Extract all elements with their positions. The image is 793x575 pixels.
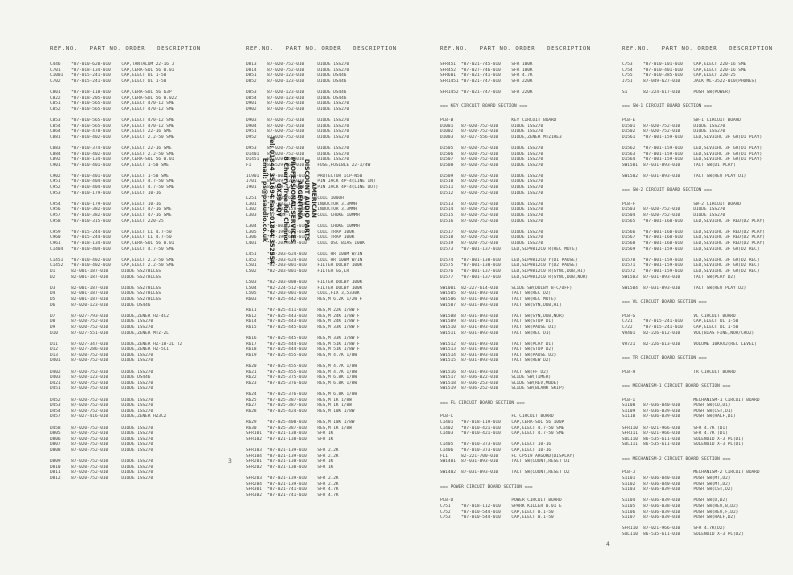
part-row: D454 87-020-752-010 DIODE 1SS270: [50, 408, 154, 414]
part-row: PCB-C FL CIRCUIT BOARD: [440, 414, 554, 420]
part-row: C1452 *87-010-402-010 CAP,ELECT 2.2-50 SME: [50, 263, 175, 269]
part-row: C1404 *87-010-404-010 CAP,ELECT 4.7-50 SME: [50, 246, 175, 252]
part-row: C959 *87-015-244-010 CAP,ELECT LL 4.7-50: [50, 229, 172, 235]
part-row: C952 *87-010-404-010 CAP,ELECT 4.7-50 SME: [50, 185, 175, 191]
part-row: D810 87-020-752-010 DIODE 1SS270: [50, 464, 154, 470]
part-row: C954 *87-010-179-010 CAP,ELECT 10-16: [50, 201, 162, 207]
part-row: PCB-F SW-2 CIRCUIT BOARD: [622, 201, 741, 207]
part-row: D9 87-020-752-010 DIODE 1SS270: [50, 324, 154, 330]
parts-column-4: [622, 62, 787, 537]
part-row: D1571 *87-001-159-010 LED,SLV31HC 3F GR(D2 REC): [622, 263, 760, 269]
part-row: D1502 87-020-752-010 DIODE 1SS270: [622, 129, 726, 135]
part-row: D1565 *87-001-160-010 LED,SLV31HC 3F RED(D2 PLAY): [622, 218, 765, 224]
column-header-1: REF.NO. PART NO. ORDER DESCRIPTION: [50, 46, 201, 52]
part-row: D1517 87-020-752-010 DIODE 1SS270: [440, 229, 544, 235]
part-row: D1575 *87-001-138-010 LED,SLP9812C0 Y(D2 PAUSE): [440, 263, 578, 269]
part-row: R615 *87-025-445-010 RES,M 33K 1/8W F: [246, 324, 360, 330]
part-row: SOL111 86-535-611-010 SOLENOID X-3 PL(D1): [622, 442, 744, 448]
part-row: L502 *82-203-001-010 FILTER GG,LR: [246, 268, 350, 274]
column-header-4: REF.NO. PART NO. ORDER DESCRIPTION: [622, 46, 773, 52]
part-row: S1102 87-036-040-010 PUSH SW(MT,D2): [622, 481, 731, 487]
part-row: SFR103 *87-021-139-010 SFR 2.2K: [246, 447, 339, 453]
part-row: S1108 87-036-040-010 PUSH SW(CD,D1): [622, 403, 731, 409]
section-heading: === FL CIRCUIT BOARD SECTION ===: [440, 400, 525, 406]
part-row: D1563 *87-001-159-010 LED,SLV31HC 3F GR(D1 PLAY): [622, 151, 763, 157]
part-row: R603 *87-025-442-010 RES,M 6.2K 1/2W F: [246, 296, 363, 302]
part-row: PCB-D POWER CIRCUIT BOARD: [440, 498, 562, 504]
part-row: D1569 *87-001-159-010 LED,SLV31HC 3F GR(D2 REC): [622, 246, 760, 252]
part-row: D1506 87-020-752-010 DIODE 1SS270: [440, 151, 544, 157]
part-row: J751 87-049-627-010 JACK ML-3522-010(PHONES): [622, 78, 757, 84]
part-row: S1105 87-036-038-010 PUSH SW(REV,B,D2): [622, 503, 739, 509]
part-row: VR721 82-226-613-010 VOLUME 10KAX2(REC LEVEL): [622, 341, 757, 347]
part-row: D1451 87-020-752-010 DIODE 1SS270: [246, 157, 350, 163]
part-row: SFR202 *87-021-138-010 SFR 1K: [246, 464, 334, 470]
part-row: SW1510 87-031-893-010 TACT SW(PAUSE D1): [440, 324, 557, 330]
part-row: C1405 *87-010-373-010 CAP,ELECT 10-16: [440, 442, 552, 448]
part-row: SW1504 87-031-893-010 TACT SW(REV PLAY D2): [622, 285, 747, 291]
part-row: SFR601 *87-021-741-010 SFR 4.7K: [440, 73, 533, 79]
part-row: D1511 87-020-752-010 DIODE 1SS270: [440, 185, 544, 191]
part-row: R622 *87-025-375-010 RES,M 6.8K 1/8W: [246, 375, 358, 381]
stamp-line: DISCOUNT AUDIO PARTS: [303, 158, 310, 242]
part-row: R617 *87-025-444-010 RES,M 51K 1/8W F: [246, 341, 360, 347]
part-row: SW1507 87-031-893-010 TACT SW(SYN,DUB,HI): [440, 302, 562, 308]
part-row: C883 *87-010-374-010 CAP,ELECT 22-16 SME: [50, 145, 172, 151]
page-number-left: 3: [228, 458, 232, 465]
stamp-line: Tel: 01844 351694 Fax: 01844 352554: [268, 135, 275, 265]
part-row: D1561 *87-001-159-010 LED,SLV31HC 3F GR(D1 PLAY): [622, 134, 763, 140]
part-row: S1101 87-036-040-010 PUSH SW(MT,D2): [622, 475, 731, 481]
part-row: SW1502 87-031-893-010 TACT SW(REV PLAY D1): [622, 173, 747, 179]
part-row: VR401 82-226-612-010 VOL(BIAS FINE,NOR/CRO2): [622, 330, 755, 336]
part-row: D4 82-001-187-010 DIODE SS278LLGS: [50, 291, 162, 297]
part-row: D6 87-020-123-010 DIODE DS446: [50, 302, 151, 308]
part-row: D1512 87-020-752-010 DIODE 1SS270: [440, 190, 544, 196]
part-row: R628 *87-025-424-010 RES,M 10K 1/8W: [246, 408, 355, 414]
part-row: D953 87-020-752-010 DIODE 1SS270: [246, 145, 350, 151]
part-row: SW1511 87-031-893-010 TACT SW(REC D1): [440, 330, 552, 336]
part-row: R616 *87-025-445-010 RES,M 33K 1/8W F: [246, 336, 360, 342]
part-row: D451 87-020-752-010 DIODE 1SS270: [50, 386, 154, 392]
section-heading: === MECHANISM-2 CIRCUIT BOARD SECTION ===: [622, 456, 731, 462]
part-row: L303 *87-003-131-010 COIL CHOKE 10MMH: [246, 213, 360, 219]
part-row: C722 *87-015-241-010 CAP,ELECT UL 1-50: [622, 324, 739, 330]
part-row: D1576 *87-001-137-010 LED,SLP9812C0 R(SYNC,DUB,HI): [440, 268, 586, 274]
part-row: SW1512 87-031-893-010 TACT SW(PLAY D1): [440, 341, 554, 347]
part-row: D11 87-027-347-010 DIODE,ZENER HZ-18-2L T2: [50, 341, 183, 347]
part-row: D1501 87-020-752-010 DIODE 1SS270: [622, 123, 726, 129]
part-row: D1518 87-020-752-010 DIODE 1SS270: [440, 235, 544, 241]
part-row: SW1001 82-227-614-010 SLIDE SW(DOLBY B-C/OFF): [440, 285, 573, 291]
part-row: D814 87-020-752-010 DIODE 1SS270: [246, 67, 350, 73]
part-row: SW1501 87-031-893-010 TACT SW(D1 PLAY): [622, 162, 736, 168]
part-row: D403 87-020-123-010 DIODE DS446: [50, 375, 151, 381]
part-row: D807 87-020-752-010 DIODE 1SS270: [50, 442, 154, 448]
part-row: D1508 87-020-752-010 DIODE 1SS270: [440, 162, 544, 168]
part-row: C851 *87-010-565-010 CAP,ELECT 470-12 SME: [50, 101, 175, 107]
part-row: D903 87-020-752-010 DIODE 1SS270: [246, 117, 350, 123]
part-row: SFR101 *87-021-138-010 SFR 1K: [246, 431, 334, 437]
part-row: J901 87-049-420-010 PIN JACK 4P-4(LINE OUT): [246, 185, 379, 191]
part-row: C953 *87-010-179-010 CAP,ELECT 10-16: [50, 190, 162, 196]
part-row: R619 *87-025-455-010 RES,M 4.7K 1/8W: [246, 352, 358, 358]
section-heading: === VL CIRCUIT BOARD SECTION ===: [622, 299, 707, 305]
part-row: L503 *82-203-000-010 FILTER DOLBY 100K: [246, 280, 363, 286]
part-row: D1002 87-020-752-010 DIODE 1SS270: [440, 129, 544, 135]
part-row: L306 *82-199-603-010 COIL TRAP 100K: [246, 235, 355, 241]
part-row: R614 *87-025-443-010 RES,M 24K 1/8W F: [246, 319, 360, 325]
part-row: SFR302 *87-021-741-010 SFR 4.7K: [246, 492, 339, 498]
section-heading: === POWER CIRCUIT BOARD SECTION ===: [440, 484, 533, 490]
part-row: C1401 *87-018-119-010 CAP,CERA-SOL 56 100P: [440, 420, 565, 425]
part-row: D1513 87-020-752-010 DIODE 1SS270: [440, 201, 544, 207]
part-row: S1110 87-036-039-010 PUSH SW(HALF,D1): [622, 414, 736, 420]
part-row: D813 87-020-752-010 DIODE 1SS270: [246, 62, 350, 67]
part-row: R625 *87-025-387-010 RES,M 1K 1/8W: [246, 397, 352, 403]
part-row: SW1513 87-031-893-010 TACT SW(STOP D2): [440, 347, 554, 353]
part-row: S1109 87-036-039-010 PUSH SW(CST,D1): [622, 408, 734, 414]
part-row: D1572 *87-001-159-010 LED,SLV31HC 3F GR(D2 REC): [622, 268, 760, 274]
part-row: PCB-E SW-1 CIRCUIT BOARD: [622, 117, 741, 123]
part-row: D852 87-020-123-010 DIODE DS446: [246, 78, 347, 84]
part-row: S1107 87-036-039-010 PUSH SW(HALF,D2): [622, 515, 736, 521]
part-row: C854 *87-010-565-010 CAP,ELECT 470-12 SME: [50, 123, 175, 129]
parts-column-2: [246, 62, 436, 498]
part-row: SW1402 87-031-893-010 TACT SW(COUNT,RESET D2: [440, 470, 570, 476]
part-row: D951 87-020-752-010 DIODE 1SS270: [246, 129, 350, 135]
part-row: D1568 *87-001-160-010 LED,SLV31HC 3F RED(D2 PLAY): [622, 241, 765, 246]
part-row: D904 87-020-752-010 DIODE 1SS270: [246, 123, 350, 129]
part-row: D401 87-020-752-010 DIODE 1SS270: [50, 358, 154, 364]
part-row: PCB-I MECHANISM-1 CIRCUIT BOARD: [622, 397, 760, 403]
part-row: D2 82-001-187-010 DIODE SS278LLGS: [50, 274, 162, 280]
part-row: D1577 *87-001-137-010 LED,SLP9812C0 R(SYNC,DUB,NOR): [440, 274, 589, 280]
part-row: D8 87-020-752-010 DIODE 1SS270: [50, 319, 154, 325]
part-row: R621 *87-025-455-010 RES,M 4.7K 1/8W: [246, 369, 358, 375]
part-row: D7 87-027-793-010 DIODE,ZENER HZ-4C2: [50, 313, 169, 319]
part-row: SFR1451 *87-021-747-010 SFR 220K: [440, 78, 533, 84]
part-row: C901 *87-010-401-010 CAP,ELECT 1-50 SME: [50, 162, 169, 168]
part-row: SW1508 87-031-893-010 TACT SW(SYN,DUB,NOR): [440, 313, 565, 319]
part-row: PCB-H TR CIRCUIT BOARD: [622, 369, 736, 375]
part-row: SFR201 *87-021-138-010 SFR 1K: [246, 459, 334, 465]
part-row: D854 87-020-123-010 DIODE DS446: [246, 95, 347, 101]
part-row: C960 *87-015-244-010 CAP,ELECT LL 4.7-50: [50, 235, 172, 241]
part-row: D1566 *87-001-160-010 LED,SLV31HC 3F RED(D2 PLAY): [622, 229, 765, 235]
part-row: D853 87-020-123-010 DIODE DS446: [246, 89, 347, 95]
part-row: D902 87-020-752-010 DIODE 1SS270: [246, 106, 350, 112]
part-row: C1403 *87-010-421-010 CAP,ELECT 4.7-50 SME: [440, 431, 565, 437]
part-row: C892 *87-018-134-010 CAP,CERA-SOL 56 0.01: [50, 157, 175, 163]
part-row: D901 87-020-752-010 DIODE 1SS270: [246, 101, 350, 107]
part-row: D806 87-020-752-010 DIODE 1SS270: [50, 436, 154, 442]
part-row: SFR104 *87-021-139-010 SFR 2.2K: [246, 453, 339, 459]
part-row: D458 87-020-752-010 DIODE 1SS270: [50, 425, 154, 431]
part-row: S1104 87-036-039-010 PUSH SW(D,D2): [622, 498, 728, 504]
part-row: C884 *87-010-402-010 CAP,ELECT 2.2-50 SME: [50, 151, 175, 157]
part-row: C957 *87-010-382-010 CAP,ELECT 47-16 SME: [50, 213, 172, 219]
part-row: D1519 87-020-752-010 DIODE 1SS270: [440, 241, 544, 246]
part-row: D811 87-020-752-010 DIODE 1SS270: [50, 470, 154, 476]
part-row: D1570 *87-001-159-010 LED,SLV31HC 3F GR(D2 REC): [622, 257, 760, 263]
part-row: F1 87-529-060-010 FUSE,FUSIBLE 22-1/4W: [246, 162, 371, 168]
part-row: D12 87-027-286-010 DIODE,ZENER HZ-5C1: [50, 347, 169, 353]
part-row: R629 *87-025-408-010 RES,M 10K 1/8W: [246, 420, 355, 425]
part-row: D453 87-020-752-010 DIODE 1SS270: [50, 403, 154, 409]
part-row: D452 87-020-752-010 DIODE 1SS270: [50, 397, 154, 403]
part-row: R624 *87-025-376-010 RES,M 6.8K 1/8W: [246, 392, 358, 398]
parts-column-3: [440, 62, 630, 521]
part-row: C852 *87-010-565-010 CAP,ELECT 470-12 SME: [50, 106, 175, 112]
part-row: C956 *87-010-382-010 CAP,ELECT 47-16 SME: [50, 207, 172, 213]
part-row: SFR203 *87-021-139-010 SFR 2.2K: [246, 475, 339, 481]
part-row: C751 *87-018-112-010 SPARK KILLER 0.01 E: [440, 503, 562, 509]
part-row: PCB-J MECHANISM-2 CIRCUIT BOARD: [622, 470, 760, 476]
part-row: D1505 87-020-752-010 DIODE 1SS270: [440, 145, 544, 151]
part-row: SFR204 *87-021-139-010 SFR 2.2K: [246, 481, 339, 487]
part-row: C853 *87-010-565-010 CAP,ELECT 470-12 SME: [50, 117, 175, 123]
part-row: D1001 87-020-752-010 DIODE 1SS270: [440, 123, 544, 129]
part-row: L301 *87-003-128-010 INDUCTOR 3.3MMH: [246, 201, 358, 207]
part-row: C1451 *87-010-402-010 CAP,ELECT 2.2-50 SME: [50, 257, 175, 263]
part-row: D1509 87-020-752-010 DIODE 1SS270: [440, 173, 544, 179]
part-row: D421 87-020-752-010 DIODE 1SS270: [50, 380, 154, 386]
part-row: C961 *87-018-134-010 CAP,CERA-SOL 56 0.01: [50, 241, 175, 246]
part-row: FL1 82-221-700-010 FL CP519 ARGORD(DISPLAY): [440, 453, 575, 459]
part-row: C755 *87-010-385-010 CAP,ELECT 220-25: [622, 73, 736, 79]
section-heading: === KEY CIRCUIT BOARD SECTION ===: [440, 104, 528, 110]
part-row: SW1509 87-031-893-010 TACT SW(STOP D1): [440, 319, 554, 325]
part-row: S1106 87-036-039-010 PUSH SW(REV,F,D2): [622, 509, 739, 515]
part-row: C753 *87-010-101-010 CAP,ELECT 220-16 SME: [622, 62, 747, 67]
part-row: C881 *87-010-402-010 CAP,ELECT 2.2-50 SME: [50, 134, 175, 140]
stamp-line: OX39 4QY: [275, 183, 282, 217]
part-row: SW1506 87-031-893-010 TACT SW(REC MUTE): [440, 296, 557, 302]
part-row: SOL110 86-535-611-010 SOLENOID X-3 PL(D2): [622, 531, 744, 537]
part-row: D1 82-001-187-010 DIODE SS278LLGS: [50, 268, 162, 274]
part-row: SW1517 87-036-022-010 SLIDE SW(TIMER): [440, 375, 552, 381]
part-row: D1562 *87-001-159-010 LED,SLV31HC 3F GR(D1 PLAY): [622, 145, 763, 151]
part-row: SW1518 87-036-253-010 SLIDE SW(REV,MODE): [440, 380, 559, 386]
part-row: SFR102 *87-021-138-010 SFR 1K: [246, 436, 334, 442]
part-row: L452 *82-203-624-010 COIL HR 100M W/IN: [246, 257, 363, 263]
section-heading: === SW-2 CIRCUIT BOARD SECTION ===: [622, 188, 712, 194]
stamp-line: 8 Cherry Tree Rd, Chinnor: [282, 156, 289, 244]
part-row: D1573 *87-001-137-010 LED,SLP9812C0 R(REC MUTE): [440, 246, 578, 252]
part-row: R612 *87-025-443-010 RES,M 24K 1/8W F: [246, 313, 360, 319]
column-header-2: REF.NO. PART NO. ORDER DESCRIPTION: [246, 46, 397, 52]
part-row: R620 *87-025-455-010 RES,M 4.7K 1/8W: [246, 364, 358, 370]
part-row: L302 *87-003-128-010 INDUCTOR 3.3MMH: [246, 207, 358, 213]
stamp-line: ARGENTINA: [296, 180, 303, 220]
part-row: C701 *87-018-134-010 CAP,CERA-SOL 56 0.01: [50, 67, 175, 73]
part-row: C754 *87-010-401-010 CAP,ELECT 220-16 SME: [622, 67, 747, 73]
part-row: SW1516 87-031-893-010 TACT SW(FF D2): [440, 369, 549, 375]
part-row: L505 *82-203-001-010 COIL,FIX 3,5330K: [246, 291, 360, 297]
part-row: IC901 *87-003-266-010 PROTECTOR ICP-N50: [246, 173, 363, 179]
stamp-line: Email: ps@psaudio.co.uk: [261, 157, 268, 243]
part-row: SW1503 87-031-893-010 TACT SW(PLAY D2): [622, 274, 736, 280]
part-row: C902 *87-010-401-010 CAP,ELECT 1-50 SME: [50, 173, 169, 179]
part-row: SFR451 *87-021-745-010 SFR 100K: [440, 62, 533, 67]
service-stamp: [261, 130, 317, 270]
part-row: D812 87-020-752-010 DIODE 1SS270: [50, 475, 154, 481]
part-row: SFR301 *87-021-741-010 SFR 4.7K: [246, 487, 339, 493]
parts-column-1: [50, 62, 240, 482]
part-row: C958 *87-010-315-010 CAP,ELECT 220-25: [50, 218, 164, 224]
part-row: D1515 87-020-752-010 DIODE 1SS270: [440, 213, 544, 219]
part-row: D1516 87-020-752-010 DIODE 1SS270: [440, 218, 544, 224]
section-heading: === MECHANISM-1 CIRCUIT BOARD SECTION ===: [622, 383, 731, 389]
part-row: D1514 87-020-752-010 DIODE 1SS270: [440, 207, 544, 213]
part-row: D1401 87-020-752-010 DIODE 1SS270: [246, 151, 350, 157]
part-row: SFR452 *87-027-746-010 SFR 100K: [440, 67, 533, 73]
part-row: D1564 *87-001-159-010 LED,SLV31HC 3F GR(D1 PLAY): [622, 157, 763, 163]
part-row: C864 *87-010-470-010 CAP,ELECT 22-16 SME: [50, 129, 172, 135]
part-row: SFR1452 *87-021-747-010 SFR 220K: [440, 89, 533, 95]
part-row: R611 *87-025-411-010 RES,M 22K 1/8W F: [246, 308, 360, 314]
part-row: D402 87-020-752-010 DIODE 1SS270: [50, 369, 154, 375]
part-row: C1402 *87-010-421-010 CAP,ELECT 4.7-50 SME: [440, 425, 565, 431]
section-heading: === SW-1 CIRCUIT BOARD SECTION ===: [622, 104, 712, 110]
part-row: C446 *87-010-620-010 CAP,TANTALUM 22-16 J: [50, 62, 175, 67]
part-row: D13 87-020-752-010 DIODE 1SS270: [50, 352, 154, 358]
part-row: SW1519 87-036-252-010 SLIDE SW(BLANK SKIP): [440, 386, 565, 392]
part-row: C752 *87-010-544-010 CAP,ELECT 0.1-50: [440, 509, 554, 515]
part-row: C753 *87-010-544-010 CAP,ELECT 0.1-50: [440, 515, 554, 521]
part-row: L501 *82-203-001-010 FILTER DOLBY 100K: [246, 263, 363, 269]
section-heading: === TR CIRCUIT BOARD SECTION ===: [622, 355, 707, 361]
part-row: L305 *82-199-603-010 COIL TRAP 100K: [246, 229, 355, 235]
part-row: L401 *82-203-623-010 COIL OSC BIAS 100K: [246, 241, 365, 246]
part-row: C822 *87-018-205-010 CAP,CERA-SOL 56 0.022: [50, 95, 177, 101]
part-row: R623 *87-025-376-010 RES,M 6.8K 1/8W: [246, 380, 358, 386]
part-row: D1510 87-020-752-010 DIODE 1SS270: [440, 179, 544, 185]
part-row: D809 87-020-752-010 DIODE 1SS270: [50, 459, 154, 465]
part-row: C702 *87-015-241-010 CAP,ELECT UL 1-50: [50, 78, 167, 84]
part-row: J701 87-049-422-010 PIN JACK 4P-4(LINE IN): [246, 179, 376, 185]
part-row: SW1515 87-031-893-010 TACT SW(REW D2): [440, 358, 552, 364]
part-row: C1001 *87-015-241-010 CAP,ELECT UL 1-50: [50, 73, 167, 79]
part-row: C1406 *87-010-373-010 CAP,ELECT 10-16: [440, 447, 552, 453]
part-row: SW1514 87-031-893-010 TACT SW(PAUSE D2): [440, 352, 557, 358]
part-row: S1 82-224-617-010 PUSH SW(POWER): [622, 89, 731, 95]
part-row: SOL110 86-535-611-010 SOLENOID X-3 PL(D1): [622, 436, 744, 442]
part-row: C721 *87-015-241-010 CAP,ELECT UL 1-50: [622, 319, 739, 325]
part-row: D1574 *87-001-138-010 LED,SLP9812C0 Y(D1 PAUSE): [440, 257, 578, 263]
part-row: D1507 87-020-752-010 DIODE 1SS270: [440, 157, 544, 163]
part-row: L304 *87-003-131-010 COIL CHOKE 10MMH: [246, 224, 360, 230]
part-row: D952 87-020-752-010 DIODE 1SS270: [246, 134, 350, 140]
part-row: C801 *87-018-118-010 CAP,CERA-SOL 56 63P: [50, 89, 172, 95]
part-row: L451 *82-203-624-010 COIL HR 100M W/IN: [246, 252, 363, 258]
part-row: R630 *87-025-387-010 RES,M 1K 1/8W: [246, 425, 352, 431]
part-row: SFR110 87-021-966-010 SFR 4.7K (D1): [622, 425, 728, 431]
part-row: D808 87-020-752-010 DIODE 1SS270: [50, 447, 154, 453]
part-row: SFR110 87-021-966-010 SFR 4.7K(D2): [622, 526, 726, 532]
part-row: D10 87-027-551-010 DIODE,ZENER MTZ-2L: [50, 330, 169, 336]
part-row: D1567 *87-001-160-010 LED,SLV31HC 3F RED(D2 PLAY): [622, 235, 765, 241]
part-row: D805 87-020-752-010 DIODE 1SS270: [50, 431, 154, 437]
part-row: D3 82-001-187-010 DIODE SS278LLGS: [50, 285, 162, 291]
part-row: D851 87-020-123-010 DIODE DS446: [246, 73, 347, 79]
part-row: L251 *87-005-621-010 COIL 100UH: [246, 196, 344, 202]
part-row: S1103 87-036-039-010 PUSH SW(CST,D2): [622, 487, 734, 493]
part-row: R627 *87-025-387-010 RES,M 1K 1/8W: [246, 403, 352, 409]
part-row: D5 82-001-187-010 DIODE SS278LLGS: [50, 296, 162, 302]
part-row: D1504 87-020-752-010 DIODE 1SS270: [622, 213, 726, 219]
part-row: SFR111 87-021-966-010 SFR 4.7K (D1): [622, 431, 728, 437]
part-row: SW1401 87-031-893-010 TACT SW(COUNT,RESET D1: [440, 459, 570, 465]
part-row: R618 *87-025-444-010 RES,M 51K 1/8W F: [246, 347, 360, 353]
part-row: PCB-G VL CIRCUIT BOARD: [622, 313, 736, 319]
part-row: L504 *82-224-512-010 FILTER DOLBY 100K: [246, 285, 363, 291]
stamp-line: PROFESSIONAL SERVICES: [289, 156, 296, 244]
part-row: C951 *87-010-404-010 CAP,ELECT 4.7-50 SME: [50, 179, 175, 185]
page-number-right: 4: [606, 541, 610, 548]
part-row: PCB-B KEY CIRCUIT BOARD: [440, 117, 557, 123]
part-row: SW1505 87-031-893-010 TACT SW(REC D2): [440, 291, 552, 297]
part-row: D1503 87-020-752-010 DIODE 1SS270: [622, 207, 726, 213]
part-row: D1003 87-027-556-010 DIODE,ZENER MTZ1RE3: [440, 134, 562, 140]
part-row: D457 87-027-416-010 DIODE,ZENER HZ3C2: [50, 414, 167, 420]
column-header-3: REF.NO. PART NO. ORDER DESCRIPTION: [440, 46, 591, 52]
stamp-line: AMERICAN: [310, 182, 317, 218]
